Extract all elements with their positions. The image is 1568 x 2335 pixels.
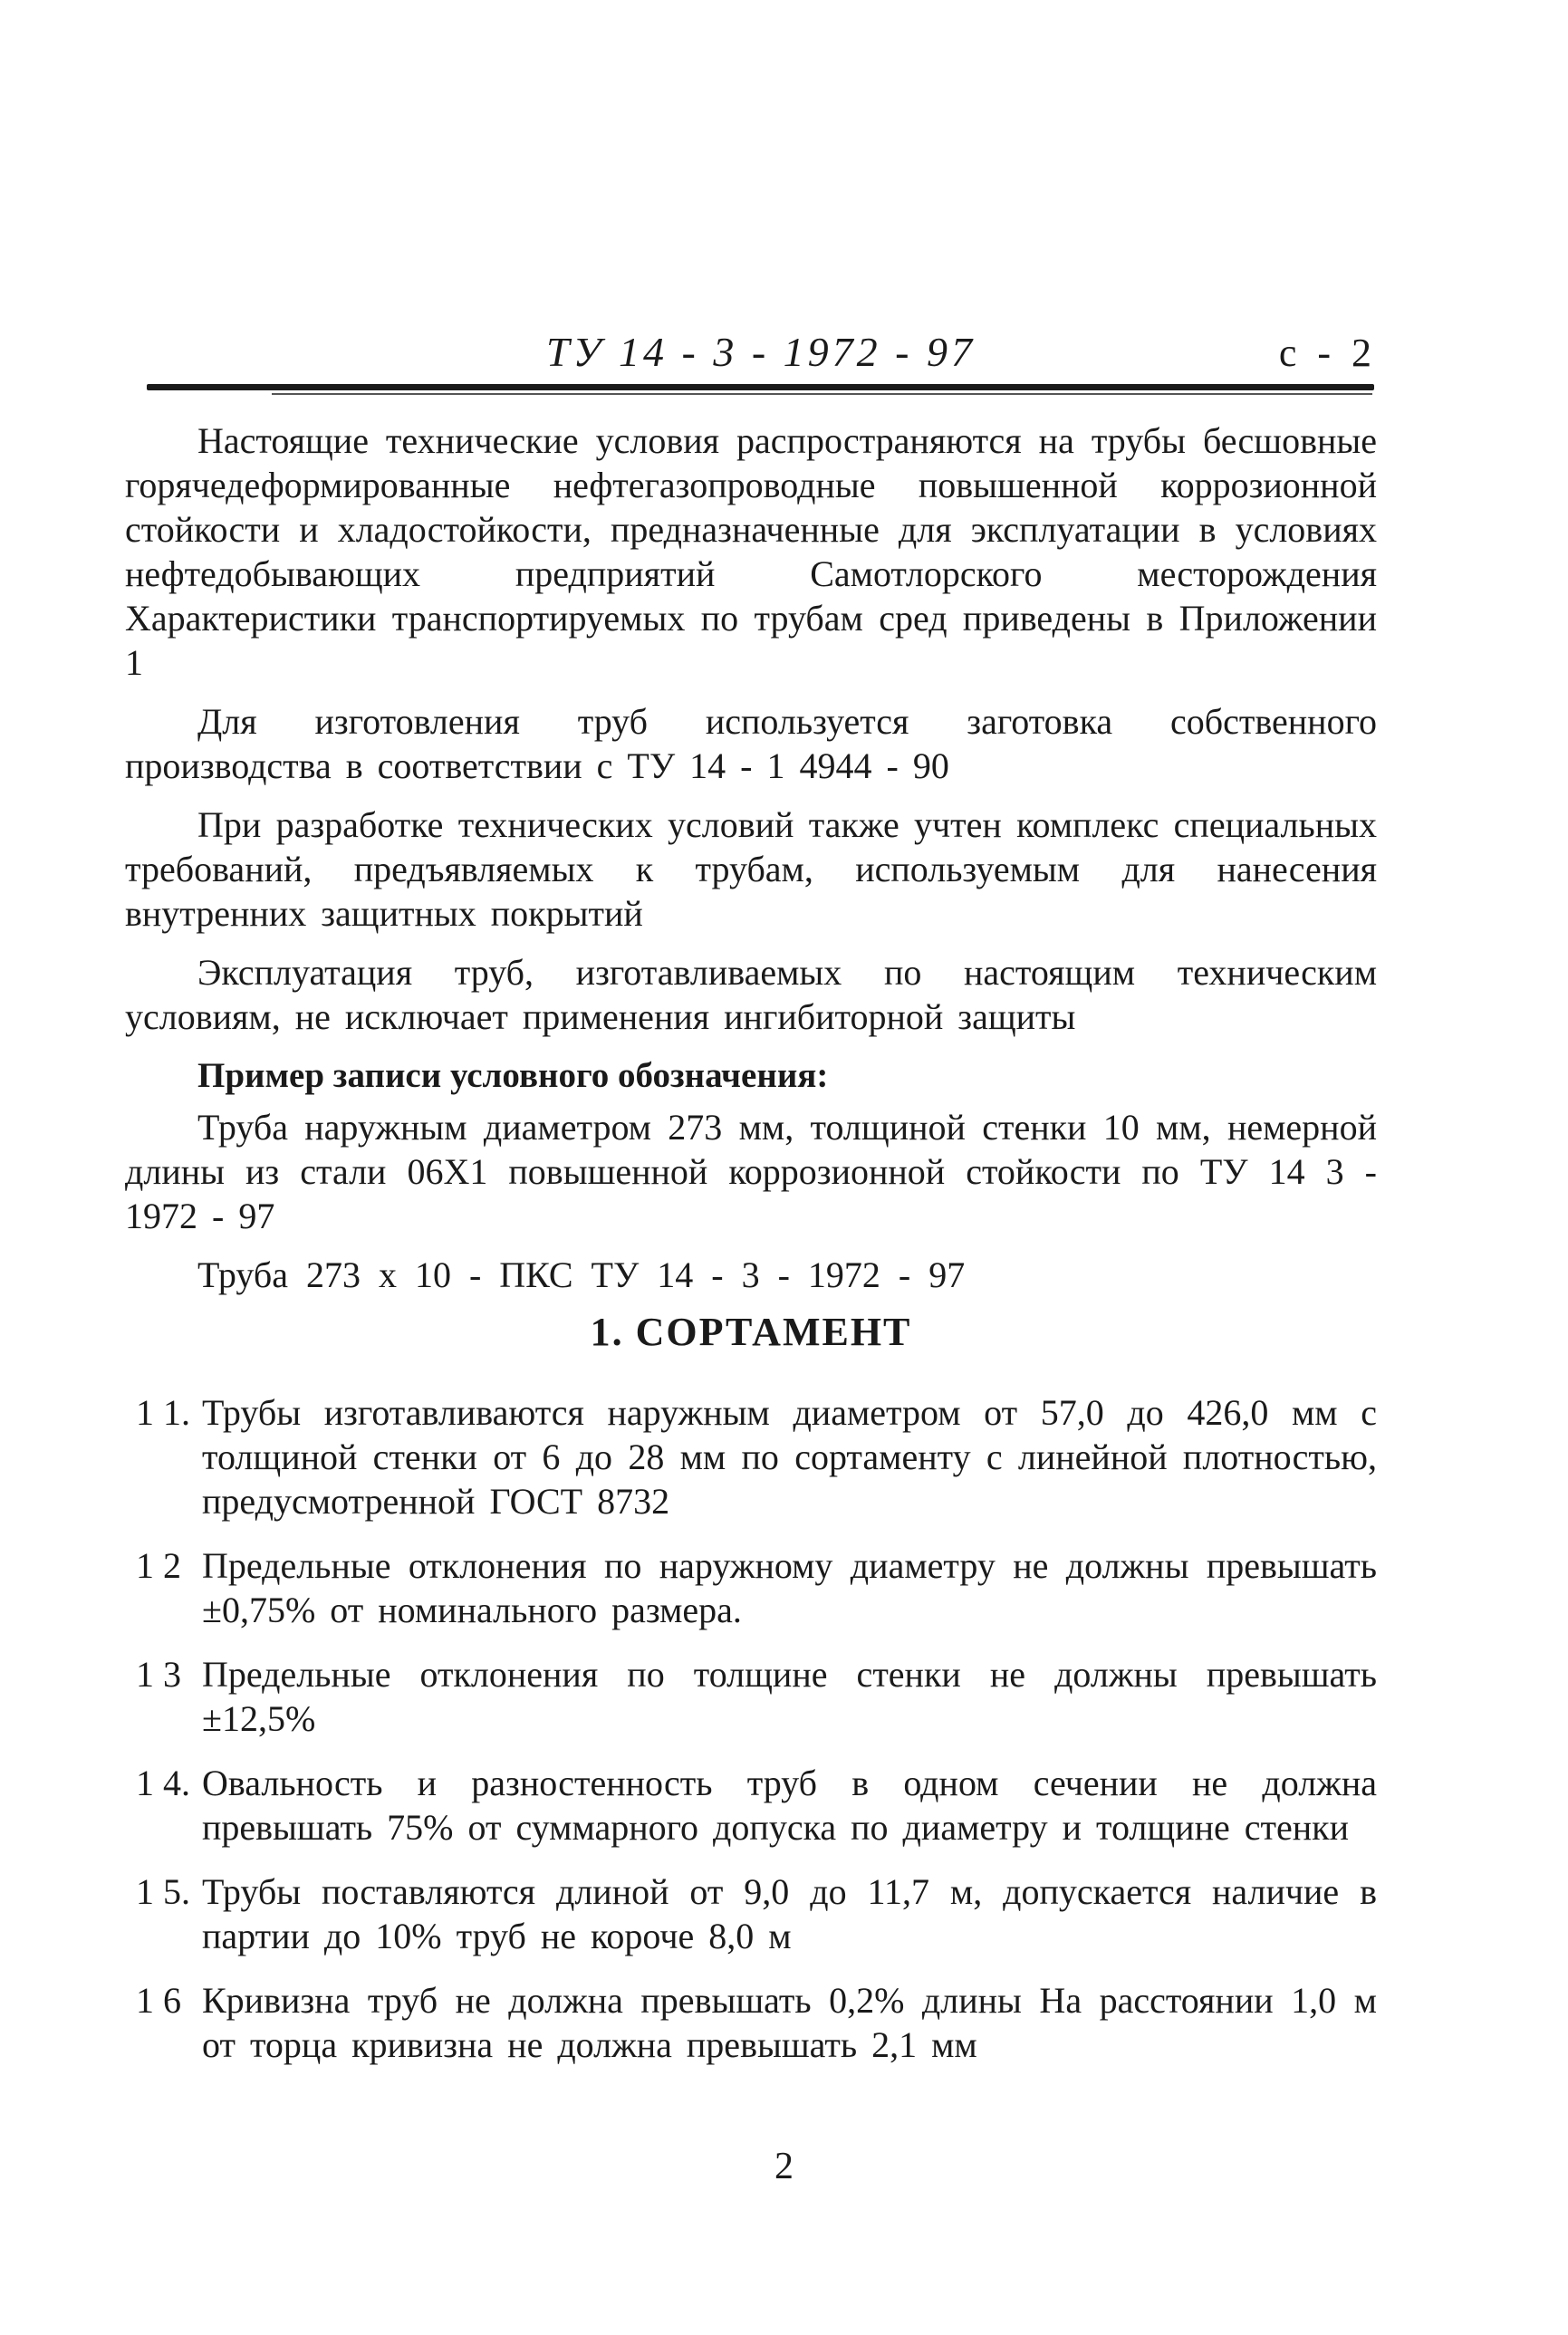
section-title: 1. СОРТАМЕНТ bbox=[590, 1310, 912, 1354]
intro-paragraph-4: Эксплуатация труб, изготавливаемых по настоящим техническим условиям, не исключает применения ингибиторной защиты bbox=[125, 952, 1377, 1037]
item-number: 1 4. bbox=[136, 1763, 190, 1803]
list-item bbox=[125, 1652, 1377, 1741]
list-item bbox=[125, 1543, 1377, 1632]
header-rule bbox=[147, 384, 1374, 390]
item-number: 1 5. bbox=[136, 1871, 190, 1912]
item-text: Предельные отклонения по толщине стенки не должны превышать ±12,5% bbox=[202, 1654, 1377, 1739]
list-item bbox=[125, 1761, 1377, 1850]
example-heading: Пример записи условного обозначения: bbox=[197, 1056, 829, 1095]
example-designation: Труба 273 х 10 - ПКС ТУ 14 - 3 - 1972 - 97 bbox=[197, 1254, 966, 1295]
item-text: Овальность и разностенность труб в одном сечении не должна превышать 75% от суммарного допуска по диаметру и толщине стенки bbox=[202, 1763, 1377, 1848]
item-text: Трубы поставляются длиной от 9,0 до 11,7 м, допускается наличие в партии до 10% труб не короче 8,0 м bbox=[202, 1871, 1377, 1956]
list-item bbox=[125, 1390, 1377, 1523]
item-number: 1 6 bbox=[136, 1980, 181, 2021]
example-text: Труба наружным диаметром 273 мм, толщиной стенки 10 мм, немерной длины из стали 06Х1 повышенной коррозионной стойкости по ТУ 14 3 - 1972 - 97 bbox=[125, 1107, 1377, 1236]
document-body bbox=[125, 418, 1377, 2087]
intro-paragraph-1: Настоящие технические условия распространяются на трубы бесшовные горячедеформированные нефтегазопроводные повышенной коррозионной стойкости и хладостойкости, предназначенные для эксплуатации в условиях нефтедобывающих предприятий Самотлорского месторождения Характеристики транспортируемых по трубам сред приведены в Приложении 1 bbox=[125, 420, 1377, 683]
item-text: Предельные отклонения по наружному диаметру не должны превышать ±0,75% от номинального размера. bbox=[202, 1545, 1377, 1630]
intro-paragraph-2: Для изготовления труб используется заготовка собственного производства в соответствии с ТУ 14 - 1 4944 - 90 bbox=[125, 701, 1377, 786]
document-code: ТУ 14 - 3 - 1972 - 97 bbox=[546, 329, 976, 375]
item-number: 1 2 bbox=[136, 1545, 181, 1586]
item-number: 1 1. bbox=[136, 1392, 190, 1433]
list-item bbox=[125, 1869, 1377, 1958]
list-item bbox=[125, 1978, 1377, 2067]
item-number: 1 3 bbox=[136, 1654, 181, 1695]
item-text: Трубы изготавливаются наружным диаметром от 57,0 до 426,0 мм с толщиной стенки от 6 до 28 мм по сортаменту с линейной плотностью, предусмотренной ГОСТ 8732 bbox=[202, 1392, 1377, 1522]
item-text: Кривизна труб не должна превышать 0,2% длины На расстоянии 1,0 м от торца кривизна не должна превышать 2,1 мм bbox=[202, 1980, 1377, 2065]
page-number: 2 bbox=[774, 2146, 794, 2187]
page-label: с - 2 bbox=[1278, 331, 1377, 375]
intro-paragraph-3: При разработке технических условий также учтен комплекс специальных требований, предъявляемых к трубам, используемым для нанесения внутренних защитных покрытий bbox=[125, 804, 1377, 934]
header-rule-thin bbox=[272, 393, 1372, 395]
page-header bbox=[145, 328, 1377, 373]
